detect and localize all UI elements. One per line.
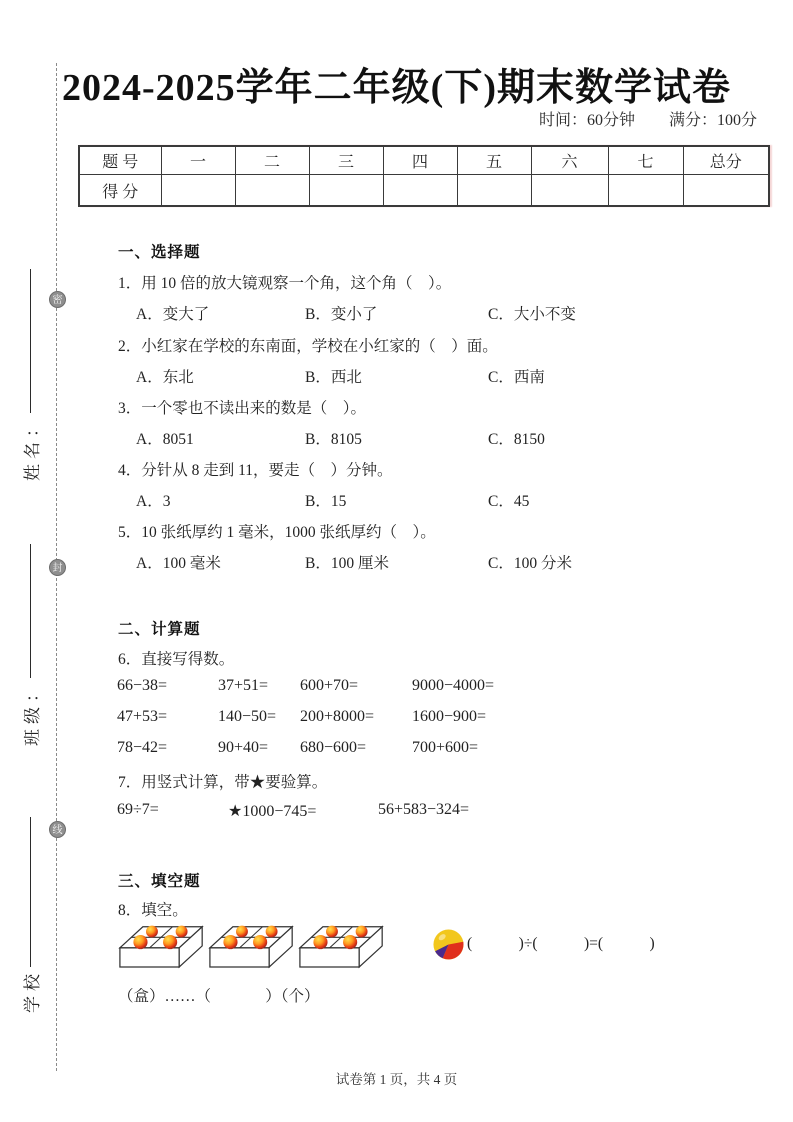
footer-page-indicator: 试卷第 1 页，共 4 页	[335, 1072, 458, 1087]
question-stem: 2．小红家在学校的东南面，学校在小红家的（ ）面。	[118, 338, 498, 355]
score-cell-total	[683, 175, 769, 207]
name-field-label: 姓名：	[22, 415, 42, 481]
seal-char-mi: 密	[49, 291, 66, 308]
option-b: B．100 厘米	[305, 555, 389, 572]
options-row	[0, 489, 793, 511]
box-of-balls-icon	[208, 918, 296, 970]
calc-row	[0, 708, 793, 730]
option-b: B．西北	[305, 369, 362, 386]
option-b: B．8105	[305, 431, 362, 448]
calc-expression: 140−50=	[218, 708, 277, 725]
score-table-col: 二	[235, 146, 309, 175]
calc-row	[0, 677, 793, 699]
question-label: 8．填空。	[118, 902, 188, 919]
beach-ball-icon	[432, 928, 465, 961]
exam-meta	[539, 107, 757, 130]
question-stem: 3．一个零也不读出来的数是（ ）。	[118, 400, 367, 417]
score-table	[78, 145, 770, 207]
question-label: 6．直接写得数。	[118, 651, 235, 668]
question-label: 7．用竖式计算，带★要验算。	[118, 774, 328, 791]
options-row	[0, 365, 793, 387]
option-c: C．大小不变	[488, 306, 576, 323]
ball-box-illustration	[118, 918, 655, 970]
calc-expression: 78−42=	[117, 739, 168, 756]
option-c: C．西南	[488, 369, 545, 386]
score-table-header-row	[79, 146, 769, 175]
score-table-corner-label: 题 号	[79, 146, 161, 175]
calc-expression: 600+70=	[300, 677, 359, 694]
name-blank-line	[30, 269, 31, 413]
seal-char-xian: 线	[49, 821, 66, 838]
division-formula-blanks: ( )÷( )=( )	[467, 935, 655, 952]
calc-expression: 680−600=	[300, 739, 367, 756]
calc-expression: 90+40=	[218, 739, 269, 756]
school-field	[17, 817, 43, 1013]
score-table-col-total: 总分	[683, 146, 769, 175]
section-heading-calc: 二、计算题	[118, 621, 201, 638]
score-table-col: 六	[531, 146, 608, 175]
school-blank-line	[30, 817, 31, 967]
option-c: C．45	[488, 493, 530, 510]
score-table-col: 三	[309, 146, 383, 175]
score-table-col: 四	[383, 146, 457, 175]
score-cell	[383, 175, 457, 207]
option-a: A．东北	[136, 369, 194, 386]
calc-row	[0, 801, 793, 823]
score-table-col: 一	[161, 146, 235, 175]
calc-expression: 1600−900=	[412, 708, 487, 725]
box-of-balls-icon	[298, 918, 386, 970]
section-heading-choice: 一、选择题	[118, 244, 201, 261]
school-field-label: 学校	[22, 969, 42, 1013]
remainder-blanks: （盒）……（ ）（个）	[118, 988, 320, 1005]
calc-expression-starred: ★1000−745=	[228, 803, 317, 820]
calc-expression: 700+600=	[412, 739, 479, 756]
calc-expression: 37+51=	[218, 677, 269, 694]
calc-row	[0, 739, 793, 761]
score-cell	[161, 175, 235, 207]
score-cell	[457, 175, 531, 207]
question-stem: 1．用 10 倍的放大镜观察一个角，这个角（ ）。	[118, 275, 452, 292]
option-a: A．100 毫米	[136, 555, 221, 572]
option-a: A．3	[136, 493, 171, 510]
score-table-col: 七	[608, 146, 683, 175]
calc-expression: 9000−4000=	[412, 677, 495, 694]
page-title: 2024-2025学年二年级(下)期末数学试卷	[62, 67, 731, 109]
option-a: A．8051	[136, 431, 194, 448]
score-cell	[309, 175, 383, 207]
calc-expression: 200+8000=	[300, 708, 375, 725]
exam-full-score: 满分：100分	[668, 112, 757, 129]
question-stem: 5．10 张纸厚约 1 毫米，1000 张纸厚约（ ）。	[118, 524, 436, 541]
calc-expression: 69÷7=	[117, 801, 159, 818]
score-row-label: 得 分	[79, 175, 161, 207]
calc-expression: 47+53=	[117, 708, 168, 725]
class-field-label: 班级：	[22, 680, 42, 746]
options-row	[0, 302, 793, 324]
option-c: C．100 分米	[488, 555, 572, 572]
option-b: B．15	[305, 493, 347, 510]
section-heading-fill: 三、填空题	[118, 873, 201, 890]
options-row	[0, 427, 793, 449]
exam-time: 时间：60分钟	[538, 112, 635, 129]
box-of-balls-icon	[118, 918, 206, 970]
calc-expression: 66−38=	[117, 677, 168, 694]
score-table-col: 五	[457, 146, 531, 175]
option-a: A．变大了	[136, 306, 210, 323]
option-c: C．8150	[488, 431, 545, 448]
question-stem: 4．分针从 8 走到 11，要走（ ）分钟。	[118, 462, 393, 479]
options-row	[0, 551, 793, 573]
option-b: B．变小了	[305, 306, 378, 323]
score-cell	[608, 175, 683, 207]
score-cell	[531, 175, 608, 207]
seal-char-feng: 封	[49, 559, 66, 576]
score-table-score-row	[79, 175, 769, 207]
calc-expression: 56+583−324=	[378, 801, 470, 818]
score-cell	[235, 175, 309, 207]
